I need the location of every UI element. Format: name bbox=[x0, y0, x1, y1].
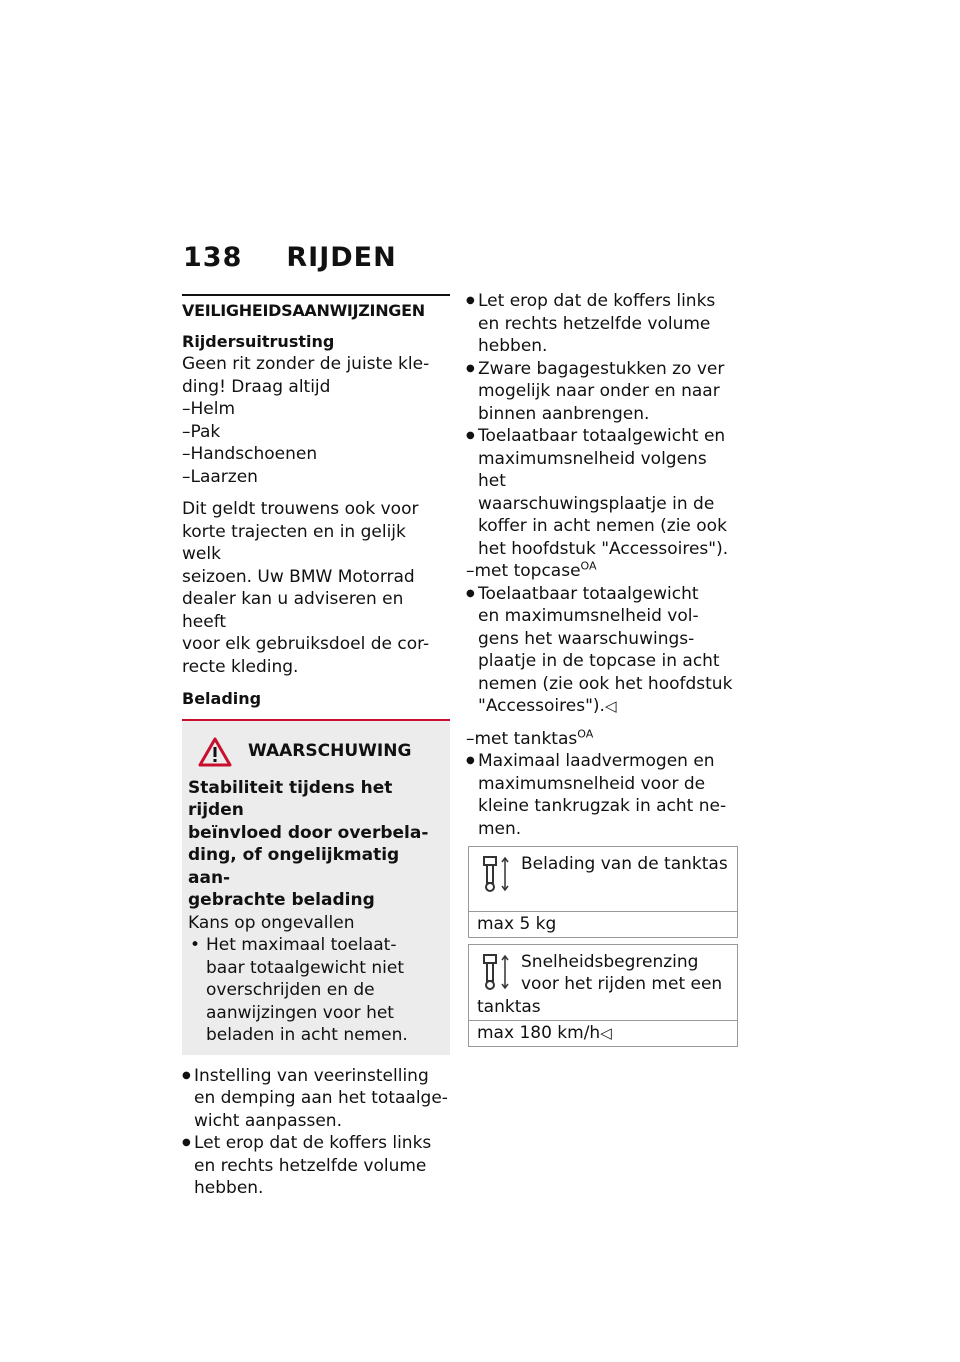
bullet-line: nemen (zie ook het hoofdstuk bbox=[478, 673, 733, 694]
bullet-line: ● Zware bagagestukken zo ver bbox=[478, 358, 725, 379]
paragraph-line: voor elk gebruiksdoel de cor- bbox=[182, 634, 430, 654]
paragraph-line: recte kleding. bbox=[182, 656, 299, 677]
bullet-line: en rechts hetzelfde volume bbox=[478, 313, 711, 334]
warning-bullet-line: overschrijden en de bbox=[206, 980, 375, 1000]
bullet-line: en maximumsnelheid vol- bbox=[478, 606, 699, 626]
warning-triangle-icon bbox=[198, 737, 232, 767]
spec-label-line: Snelheidsbegrenzing bbox=[521, 951, 699, 972]
topcase-condition bbox=[466, 560, 738, 583]
bullet-line: ● Toelaatbaar totaalgewicht en bbox=[478, 426, 726, 446]
bullet-line: "Accessoires"). bbox=[478, 696, 605, 716]
bullet-item bbox=[182, 1065, 450, 1133]
warning-bullet bbox=[188, 934, 444, 1047]
bullet-line: ● Let erop dat de koffers links bbox=[194, 1133, 432, 1153]
optional-accessory-marker: OA bbox=[577, 726, 594, 740]
equipment-item: –Laarzen bbox=[182, 466, 258, 487]
end-of-section-icon: ◁ bbox=[604, 697, 617, 715]
warning-bullet-line: aanwijzingen voor het bbox=[206, 1002, 394, 1023]
rider-intro-line: ding! Draag altijd bbox=[182, 376, 331, 397]
spec-label: Belading van de tanktas bbox=[521, 854, 728, 874]
load-heading: Belading bbox=[182, 689, 262, 708]
bullet-line: mogelijk naar onder en naar bbox=[478, 381, 720, 401]
bullet-line: ● Instelling van veerinstelling bbox=[194, 1065, 429, 1086]
bullet-item bbox=[466, 750, 738, 840]
bullet-item bbox=[182, 1132, 450, 1200]
spec-label-line: tanktas bbox=[477, 996, 541, 1017]
warning-box bbox=[182, 719, 450, 1055]
topcase-label: –met topcase bbox=[466, 561, 581, 581]
tanktas-label: –met tanktas bbox=[466, 728, 578, 749]
bullet-line: maximumsnelheid voor de bbox=[478, 773, 706, 794]
bullet-line: hebben. bbox=[194, 1178, 264, 1198]
bullet-line: en demping aan het totaalge- bbox=[194, 1088, 448, 1108]
spec-label-line: voor het rijden met een bbox=[521, 974, 723, 994]
bullet-item bbox=[466, 425, 738, 560]
end-of-section-icon: ◁ bbox=[600, 1024, 612, 1042]
tank-bag-load-icon bbox=[477, 853, 511, 897]
paragraph-line: korte trajecten en in gelijk welk bbox=[182, 521, 406, 564]
bullet-line: kleine tankrugzak in acht ne- bbox=[478, 796, 727, 816]
left-column bbox=[182, 294, 450, 1200]
bullet-line: en rechts hetzelfde volume bbox=[194, 1155, 427, 1176]
warning-risk: Kans op ongevallen bbox=[188, 912, 355, 933]
section-title: VEILIGHEIDSAANWIJZINGEN bbox=[182, 294, 450, 323]
equipment-item: –Handschoenen bbox=[182, 444, 318, 464]
spec-value: max 5 kg bbox=[469, 911, 737, 937]
equipment-item: –Helm bbox=[182, 399, 236, 419]
warning-bold-line: beïnvloed door overbela- bbox=[188, 822, 429, 843]
bullet-line: ● Let erop dat de koffers links bbox=[478, 291, 716, 311]
spec-value bbox=[469, 1020, 737, 1046]
bullet-line: het hoofdstuk "Accessoires"). bbox=[478, 538, 729, 559]
bullet-line: maximumsnelheid volgens het bbox=[478, 448, 707, 491]
bullet-item bbox=[466, 583, 738, 718]
tank-bag-speed-icon bbox=[477, 951, 511, 995]
bullet-line: ● Toelaatbaar totaalgewicht bbox=[478, 583, 699, 604]
warning-bullet-line: baar totaalgewicht niet bbox=[206, 957, 404, 978]
equipment-item: –Pak bbox=[182, 421, 221, 442]
bullet-line: binnen aanbrengen. bbox=[478, 403, 650, 424]
tanktas-condition bbox=[466, 728, 738, 751]
paragraph-line: dealer kan u adviseren en heeft bbox=[182, 589, 404, 632]
bullet-line: waarschuwingsplaatje in de bbox=[478, 493, 715, 514]
rider-intro-line: Geen rit zonder de juiste kle- bbox=[182, 354, 430, 374]
rider-equipment-heading: Rijdersuitrusting bbox=[182, 331, 335, 351]
bullet-line: ● Maximaal laadvermogen en bbox=[478, 751, 715, 771]
right-column bbox=[466, 290, 738, 1047]
bullet-item bbox=[466, 358, 738, 426]
warning-title: WAARSCHUWING bbox=[248, 741, 412, 762]
bullet-line: hebben. bbox=[478, 336, 548, 356]
warning-bullet-line: • Het maximaal toelaat- bbox=[206, 935, 397, 955]
warning-bold-line: ding, of ongelijkmatig aan- bbox=[188, 845, 400, 888]
bullet-line: men. bbox=[478, 818, 522, 839]
bullet-line: koffer in acht nemen (zie ook bbox=[478, 516, 727, 536]
bullet-line: plaatje in de topcase in acht bbox=[478, 651, 720, 671]
chapter-title: RIJDEN bbox=[286, 242, 397, 273]
spec-box-tanktas-speed bbox=[468, 944, 738, 1047]
paragraph-line: seizoen. Uw BMW Motorrad bbox=[182, 566, 415, 587]
bullet-item bbox=[466, 290, 738, 358]
page-number: 138 bbox=[183, 242, 243, 273]
warning-bold-line: Stabiliteit tijdens het rijden bbox=[188, 777, 393, 820]
spec-value-text: max 180 km/h bbox=[477, 1023, 601, 1043]
spec-box-tanktas-load bbox=[468, 846, 738, 938]
optional-accessory-marker: OA bbox=[580, 559, 597, 573]
page-header bbox=[183, 242, 397, 273]
warning-bullet-line: beladen in acht nemen. bbox=[206, 1025, 408, 1045]
bullet-line: wicht aanpassen. bbox=[194, 1110, 342, 1131]
paragraph-line: Dit geldt trouwens ook voor bbox=[182, 499, 419, 519]
warning-bold-line: gebrachte belading bbox=[188, 890, 375, 910]
bullet-line: gens het waarschuwings- bbox=[478, 628, 695, 649]
